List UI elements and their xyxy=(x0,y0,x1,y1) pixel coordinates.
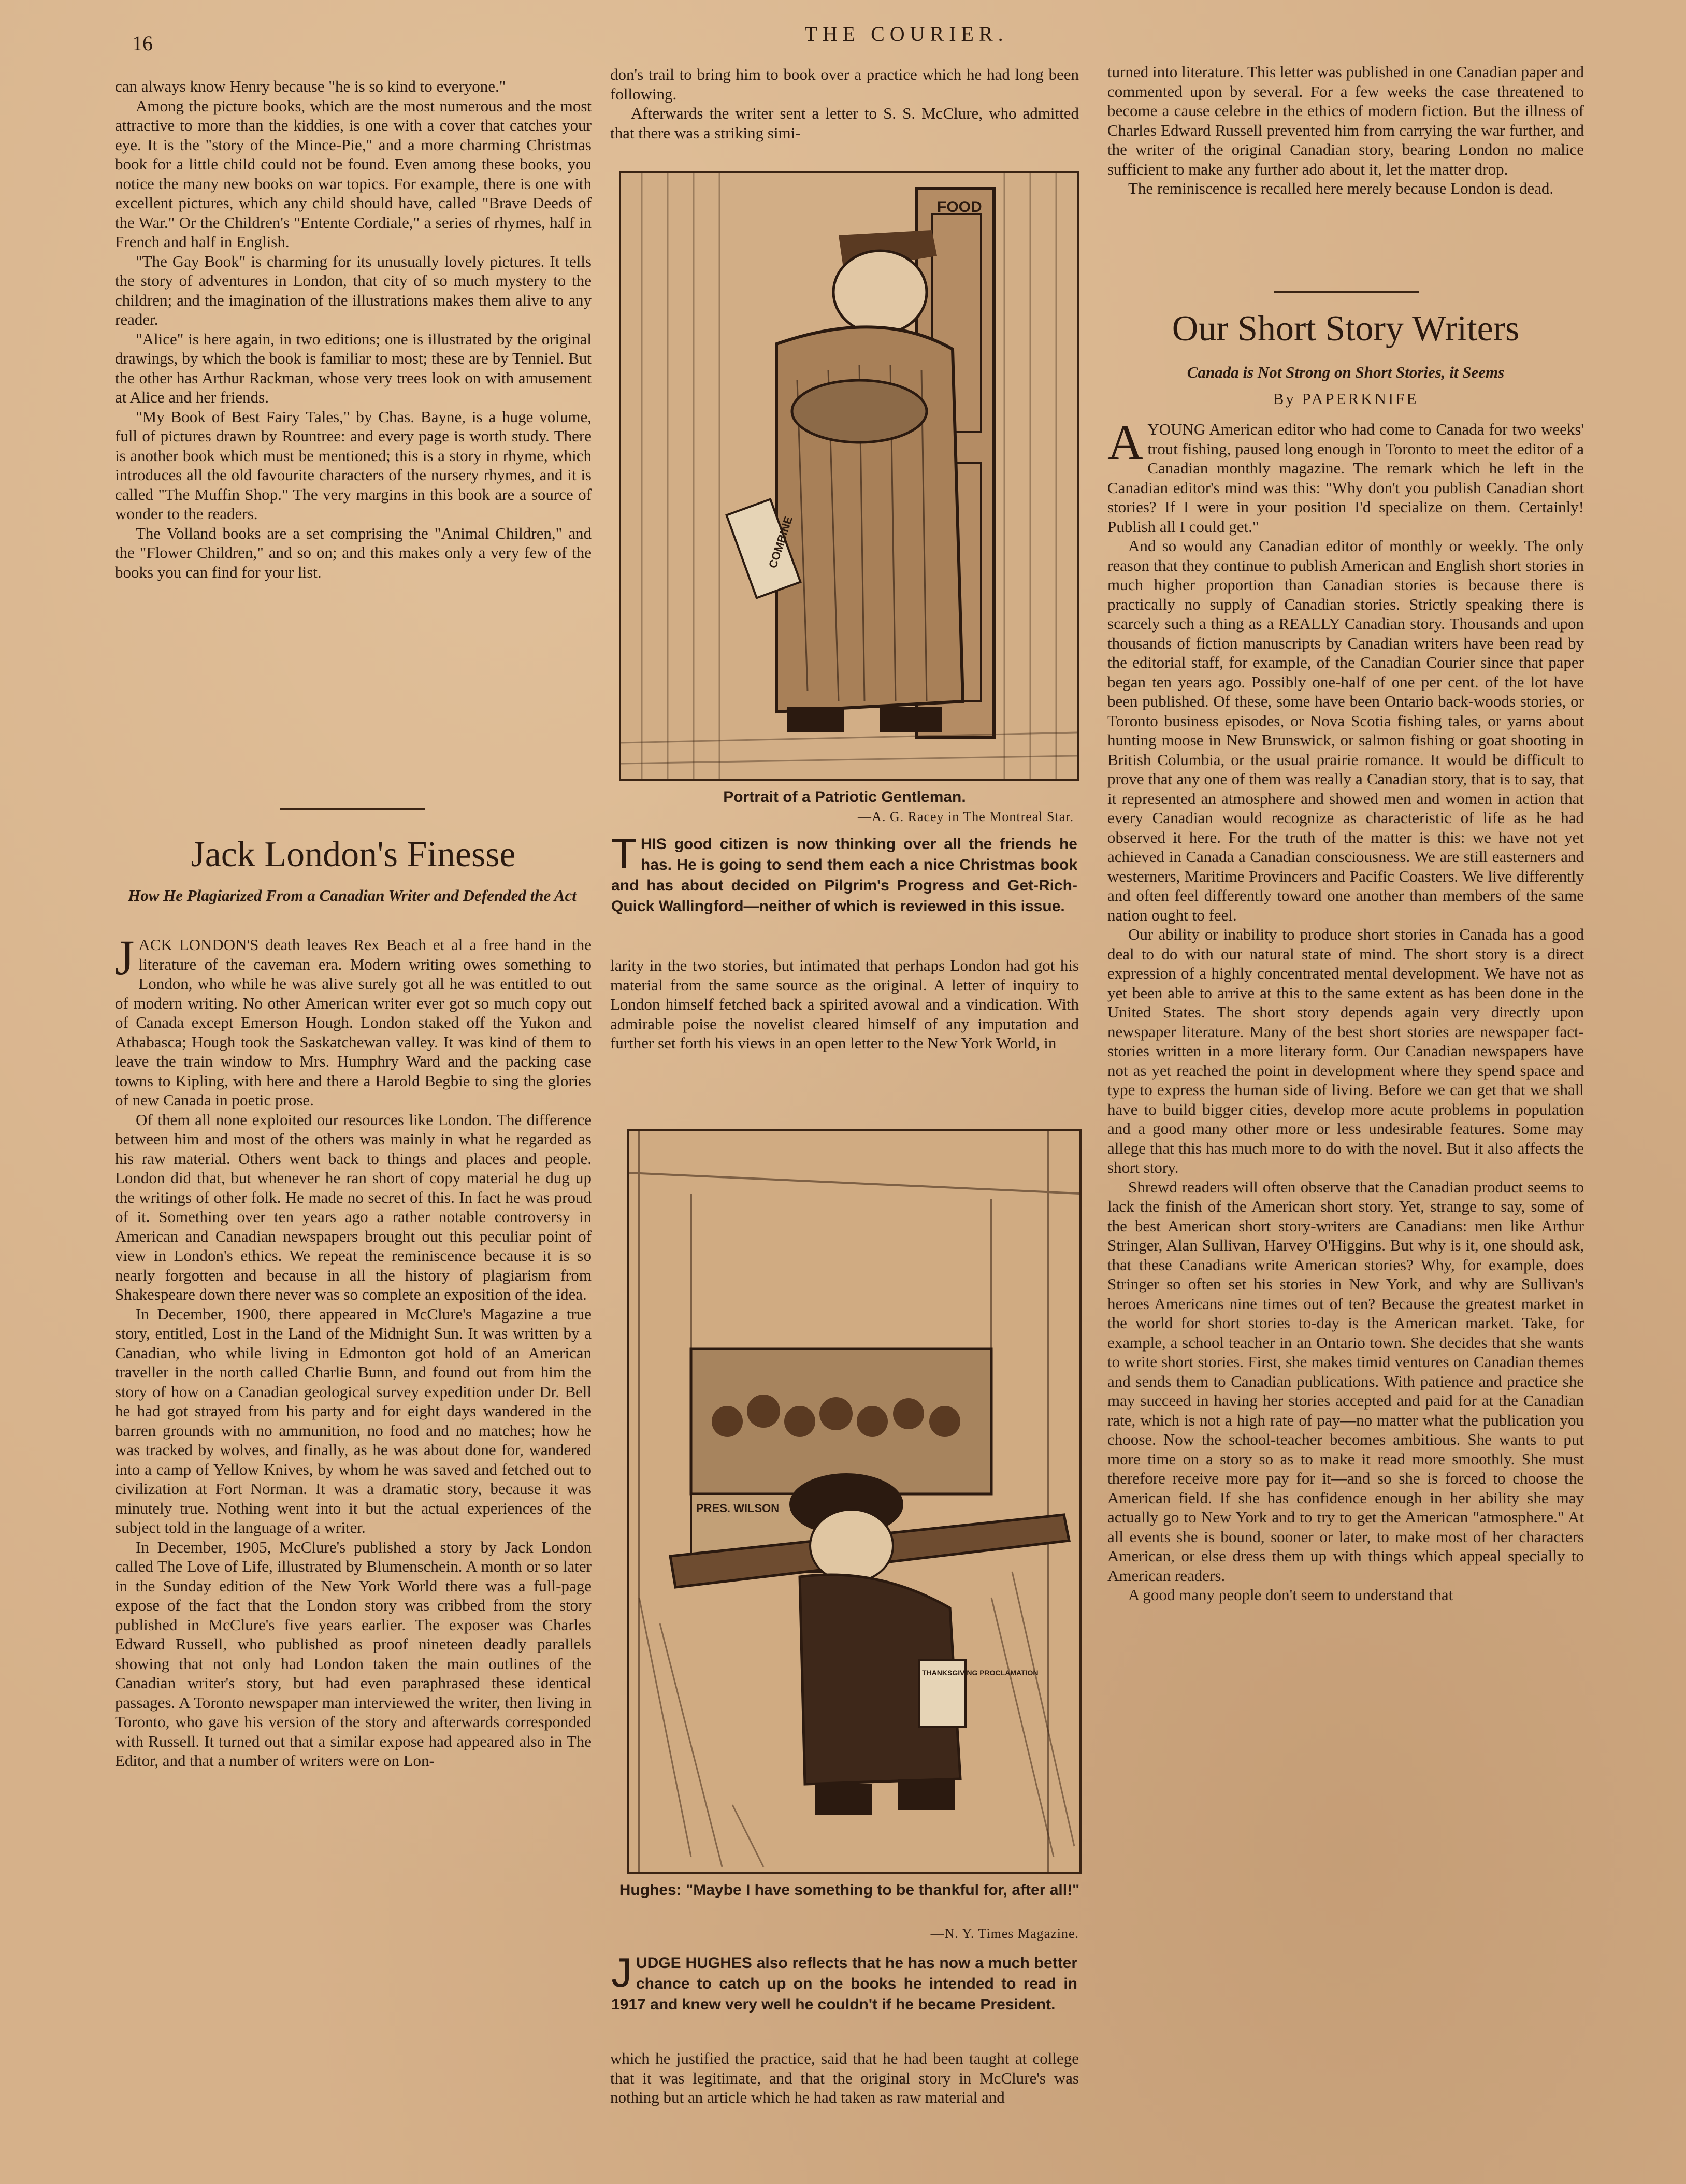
figure-credit: —N. Y. Times Magazine. xyxy=(930,1926,1079,1941)
paragraph: which he justified the practice, said that he had been taught at college that it was legitimate, and that the original story in McClure's was nothing but an article which he had taken as raw material and xyxy=(610,2049,1079,2106)
paragraph: The Volland books are a set comprising the "Animal Children," and the "Flower Children," and so on; and this makes only a very few of the books you can find for your list. xyxy=(115,524,592,581)
food-label: FOOD xyxy=(937,198,982,215)
deck-jack-london: How He Plagiarized From a Canadian Writer and Defended the Act xyxy=(128,886,577,904)
paragraph: And so would any Canadian editor of monthly or weekly. The only reason that they continue to publish American and English short stories in much higher proportion than Canadian stories is because there is practically no supply of Canadian stories. Strictly speaking there is scarcely such a thing as a REALLY Canadian story. Thousands and upon thousands of fiction manuscripts by Canadian writers have been read by the editorial staff, for example, of the Canadian Courier since that paper began ten years ago. Possibly one-half of one per cent. of the lot have been published. Of these, some have been Ontario back-woods stories, or Toronto business episodes, or Nova Scotia fishing tales, or yarns about hunting moose in New Brunswick, or salmon fishing or goat shooting in British Columbia, or the usual prairie romance. It would be difficult to prove that any one of them was really a Canadian story, that is to say, that it represented an atmosphere and showed men and women in action that every Canadian would recognize as characteristic of life as he had observed it here. For the truth of the matter is this: we have not yet achieved in Canada a Canadian consciousness. We are still easterners and westerners, Maritime Provincers and Pacific Coasters. We live differently and often feel differently toward one another than members of the same nation ought to feel. xyxy=(1107,537,1584,924)
page-number: 16 xyxy=(132,32,153,55)
paragraph: "My Book of Best Fairy Tales," by Chas. Bayne, is a huge volume, full of pictures drawn by Rountree: and every page is worth study. There is another book which must be mentioned; this is a story in rhyme, which introduces all the old favourite characters of the nursery rhymes, and it is called "The Muffin Shop." The very margins in this book are a source of wonder to the readers. xyxy=(115,407,592,523)
cartoon-drawing xyxy=(621,173,1077,779)
paragraph: turned into literature. This letter was published in one Canadian paper and commented upon by several. For a few weeks the case threatened to become a cause celebre in the ethics of modern fiction. But the illness of Charles Edward Russell prevented him from carrying the war further, and the writer of the original Canadian story, bearing London no malice sufficient to make any further ado about it, let the matter drop. xyxy=(1107,63,1584,178)
paragraph: The reminiscence is recalled here merely because London is dead. xyxy=(1128,179,1554,197)
paragraph: Our ability or inability to produce short stories in Canada has a good deal to do with our natural state of mind. The short story is a direct expression of a highly concentrated mental development. We have not as yet been able to arrive at this to the same extent as has been done in the United States. The short story depends again very directly upon newspaper literature. Many of the best short stories are newspaper fact-stories written in a more literary form. Our Canadian newspapers have not as yet reached the point in development where they spend space and type to express the human side of living. Before we can get that we shall have to build bigger cities, develop more acute problems in population and a good many other more or less undesirable features. Some may allege that this has much more to do with the novel. But it also affects the short story. xyxy=(1107,925,1584,1176)
byline: By PAPERKNIFE xyxy=(1273,390,1419,408)
paragraph: AYOUNG American editor who had come to Canada for two weeks' trout fishing, paused long enough in Toronto to meet the editor of a Canadian monthly magazine. The remark which he left in the Canadian editor's mind was this: "Why don't you publish Canadian short stories? If I were in your position I'd specialize on them. Certainly! Publish all I could get." xyxy=(1107,414,1584,536)
combine-label: COMBINE xyxy=(766,514,795,570)
proclamation-label: THANKSGIVING PROCLAMATION xyxy=(922,1669,1039,1677)
paragraph: Shrewd readers will often observe that the Canadian product seems to lack the finish of the American short story. Yet, strange to say, some of the best American short story-writers are Canadians: men like Arthur Stringer, Alan Sullivan, Harvey O'Higgins. But why is it, one should ask, that these Canadians write American stories? Why, for example, does Stringer so often set his stories in New York, and why are Sullivan's heroes Americans nine times out of ten? Because the greatest market in the world for short stories to-day is the American market. Take, for example, a school teacher in an Ontario town. She decides that she wants to write short stories. First, she makes timid ventures on Canadian themes and sends them to Canadian publications. With patience and practice she may succeed in having her stories accepted and paid for at the Canadian rate, which is not a high rate of pay—no matter what the publication you choose. Now the school-teacher becomes ambitious. She wants to put more time on a story so as to make it read more smoothly. She must therefore receive more pay for it—and so she is forced to choose the American field. If she has confidence enough in her ability she may actually go to New York and to try to get the American "atmosphere." At all events she is bound, sooner or later, to make most of her characters American, or else dress them up with things which appeal specially to American readers. xyxy=(1107,1177,1584,1585)
paragraph: JACK LONDON'S death leaves Rex Beach et al a free hand in the literature of the caveman era. Modern writing owes something to London, who while he was alive surely got all he was entitled to out of modern writing. No other American writer ever got so much copy out of Canada except Emerson Hough. London staked off the Yukon and Athabasca; Hough took the Saskatchewan valley. It was kind of them to leave the train window to Mrs. Humphry Ward and the packing case towns to Kipling, with here and there a Harold Begbie to sing the glories of new Canada in poetic prose. xyxy=(115,930,592,1109)
figure-credit: —A. G. Racey in The Montreal Star. xyxy=(858,809,1074,824)
deck-short-story: Canada is Not Strong on Short Stories, it Seems xyxy=(1187,363,1505,381)
paragraph: larity in the two stories, but intimated that perhaps London had got his material from the same source as the original. A letter of inquiry to London himself fetched back a spirited avowal and a vindication. With admirable poise the novelist cleared himself of any imputation and further set forth his views in an open letter to the New York World, in xyxy=(610,956,1079,1052)
paragraph: In December, 1900, there appeared in McClure's Magazine a true story, entitled, Lost in the Land of the Midnight Sun. It was written by a Canadian, who while living in Edmonton got hold of an American traveller in the north called Charlie Bunn, and found out from him the story of how on a Canadian geological survey expedition under Dr. Bell he had got strayed from his party and for eight days wandered in the barren grounds with no ammunition, no food and no matches; how he was tracked by wolves, and finally, as he was about done for, wandered into a camp of Yellow Knives, by whom he was saved and fetched out to civilization at Fort Norman. It was a dramatic story, because it was minutely true. Nothing went into it but the actual experiences of the subject told in the language of a writer. xyxy=(115,1304,592,1536)
paragraph: don's trail to bring him to book over a practice which he had long been following. xyxy=(610,65,1079,103)
running-head: THE COURIER. xyxy=(804,22,1008,46)
paragraph: "Alice" is here again, in two editions; one is illustrated by the original drawings, by which the book is familiar to most; these are by Tenniel. But the other has Arthur Rackman, whose very trees look on with amusement at Alice and her friends. xyxy=(115,329,592,406)
column-2-bottom xyxy=(610,2049,1079,2132)
figure-caption: Hughes: "Maybe I have something to be thankful for, after all!" xyxy=(619,1881,1080,1899)
paragraph: can always know Henry because "he is so kind to everyone." xyxy=(115,77,506,95)
column-1-article xyxy=(115,930,592,2137)
drop-cap: A xyxy=(1107,414,1144,470)
cartoon-commentary: THIS good citizen is now thinking over all the friends he has. He is going to send them each a nice Christmas book and has about decided on Pilgrim's Progress and Get-Rich-Quick Wallingford—neither of which is reviewed in this issue. xyxy=(611,830,1077,915)
illustration-hughes xyxy=(627,1129,1082,1874)
figure-caption: Portrait of a Patriotic Gentleman. xyxy=(723,788,966,806)
paragraph: A good many people don't seem to understand that xyxy=(1128,1586,1453,1604)
section-divider xyxy=(1274,291,1419,293)
paragraph: Of them all none exploited our resources like London. The difference between him and most of the others was mainly in what he regarded as his raw material. Others went back to things and places and people. London did that, but whenever he ran short of copy material he dug up the writings of other folk. He made no secret of this. In fact he was proud of it. Something over ten years ago a rather notable controversy in American and Canadian newspapers brought out this peculiar point of view in London's ethics. We repeat the reminiscence because it is so nearly forgotten and because in all the history of plagiarism from Shakespeare down there never was so complete an exposition of the idea. xyxy=(115,1110,592,1303)
paragraph: "The Gay Book" is charming for its unusually lovely pictures. It tells the story of adventures in London, that city of so much mystery to the children; and the imagination of the illustrations makes them alive to any reader. xyxy=(115,252,592,328)
illustration-patriotic-gentleman xyxy=(619,171,1079,781)
pres-wilson-label: PRES. WILSON xyxy=(696,1502,780,1515)
drop-cap: J xyxy=(115,930,135,985)
paragraph: In December, 1905, McClure's published a story by Jack London called The Love of Life, illustrated by Blumenschein. A month or so later in the Sunday edition of the New York World there was a full-page expose of the fact that the London story was cribbed from the story published in McClure's five years earlier. The exposer was Charles Edward Russell, who published as proof nineteen deadly parallels showing that not only had London taken the main outlines of the Canadian writer's story, but had even paraphrased these identical passages. A Toronto newspaper man interviewed the writer, then living in Toronto, who gave his version of the story and afterwards corresponded with Russell. It turned out that a similar expose had appeared also in The Editor, and that a number of writers were on Lon- xyxy=(115,1538,592,1770)
column-2-middle xyxy=(610,956,1079,1075)
column-3-article xyxy=(1107,414,1584,2129)
column-2-top xyxy=(610,65,1079,142)
paragraph: Afterwards the writer sent a letter to S. S. McClure, who admitted that there was a striking simi- xyxy=(610,104,1079,142)
section-divider xyxy=(280,808,425,810)
drop-cap: T xyxy=(611,830,637,877)
headline-jack-london: Jack London's Finesse xyxy=(191,835,516,874)
cartoon-drawing xyxy=(629,1131,1079,1872)
paragraph: Among the picture books, which are the most numerous and the most attractive to more than the kiddies, is one with a cover that catches your eye. It is the "story of the Mince-Pie," and a more charming Christmas book for a little child could not be found. Even among these books, you notice the many new books on war topics. For example, there is one with excellent pictures, which any child should have, called "Brave Deeds of the War." Or the Children's "Entente Cordiale," a series of rhymes, half in French and half in English. xyxy=(115,96,592,251)
cartoon-commentary: JUDGE HUGHES also reflects that he has now a much better chance to catch up on the books he intended to read in 1917 and knew very well he couldn't if he became President. xyxy=(611,1949,1077,2013)
drop-cap: J xyxy=(611,1949,632,1995)
column-1-top xyxy=(115,77,592,792)
headline-short-story: Our Short Story Writers xyxy=(1172,309,1520,349)
column-3-top xyxy=(1107,62,1584,290)
